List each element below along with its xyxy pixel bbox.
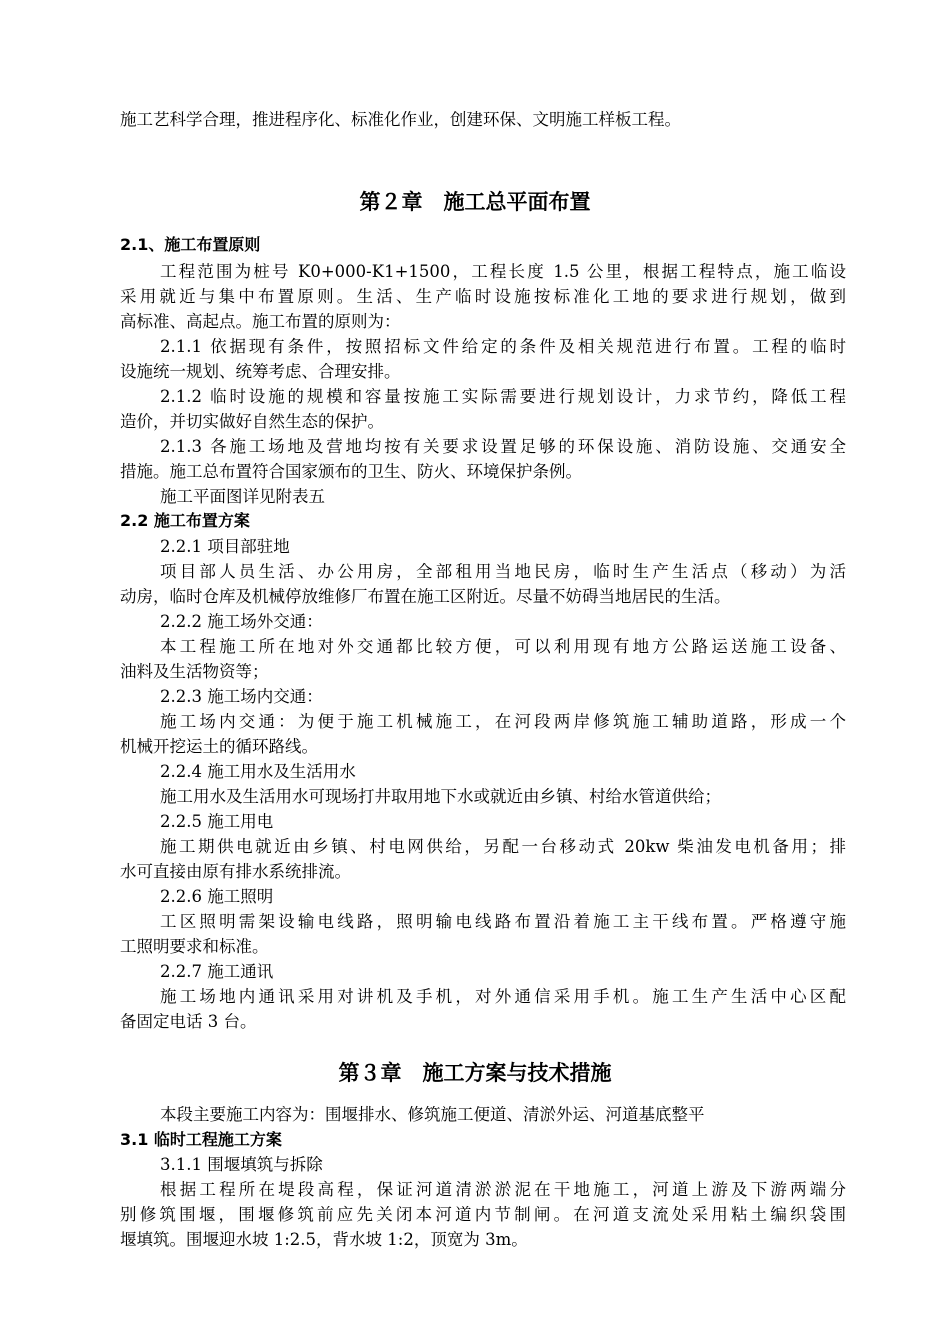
paragraph-line: 水可直接由原有排水系统排流。 [120, 862, 351, 881]
chapter-2-title: 第２章 施工总平面布置 [359, 190, 591, 214]
intro-line: 施工艺科学合理，推进程序化、标准化作业，创建环保、文明施工样板工程。 [120, 110, 681, 129]
paragraph-line: 动房，临时仓库及机械停放维修厂布置在施工区附近。尽量不妨碍当地居民的生活。 [120, 587, 731, 606]
paragraph-line: 根据工程所在堤段高程，保证河道清淤淤泥在干地施工，河道上游及下游两端分 [160, 1180, 846, 1199]
section-2-1-heading: 2.1、施工布置原则 [120, 235, 261, 254]
paragraph-line: 堰填筑。围堰迎水坡 1:2.5，背水坡 1:2，顶宽为 3m。 [120, 1230, 528, 1249]
paragraph-line: 机械开挖运土的循环路线。 [120, 737, 318, 756]
chapter-3-title: 第３章 施工方案与技术措施 [338, 1061, 612, 1085]
paragraph-line: 2.1.1 依据现有条件，按照招标文件给定的条件及相关规范进行布置。工程的临时 [160, 337, 846, 356]
paragraph-line: 造价，并切实做好自然生态的保护。 [120, 412, 384, 431]
paragraph-line: 本工程施工所在地对外交通都比较方便，可以利用现有地方公路运送施工设备、 [160, 637, 846, 656]
paragraph-line: 油料及生活物资等； [120, 662, 269, 681]
subsection-heading: 2.2.7 施工通讯 [160, 962, 274, 981]
paragraph-line: 工程范围为桩号 K0+000-K1+1500，工程长度 1.5 公里，根据工程特点，施工临设 [160, 262, 846, 281]
paragraph-line: 工照明要求和标准。 [120, 937, 269, 956]
paragraph-line: 采用就近与集中布置原则。生活、生产临时设施按标准化工地的要求进行规划，做到 [120, 287, 846, 306]
paragraph-line: 项目部人员生活、办公用房，全部租用当地民房，临时生产生活点（移动）为活 [160, 562, 846, 581]
subsection-heading: 2.2.1 项目部驻地 [160, 537, 290, 556]
section-2-2-heading: 2.2 施工布置方案 [120, 511, 250, 530]
subsection-heading: 2.2.6 施工照明 [160, 887, 274, 906]
paragraph-line: 施工场地内通讯采用对讲机及手机，对外通信采用手机。施工生产生活中心区配 [160, 987, 846, 1006]
paragraph-line: 施工平面图详见附表五 [160, 487, 325, 506]
paragraph-line: 施工用水及生活用水可现场打井取用地下水或就近由乡镇、村给水管道供给； [160, 787, 721, 806]
paragraph-line: 2.1.2 临时设施的规模和容量按施工实际需要进行规划设计，力求节约，降低工程 [160, 387, 846, 406]
subsection-heading: 2.2.2 施工场外交通： [160, 612, 323, 631]
paragraph-line: 措施。施工总布置符合国家颁布的卫生、防火、环境保护条例。 [120, 462, 582, 481]
subsection-heading: 3.1.1 围堰填筑与拆除 [160, 1155, 323, 1174]
paragraph-line: 设施统一规划、统筹考虑、合理安排。 [120, 362, 401, 381]
paragraph-line: 别修筑围堰，围堰修筑前应先关闭本河道内节制闸。在河道支流处采用粘土编织袋围 [120, 1205, 846, 1224]
paragraph-line: 施工期供电就近由乡镇、村电网供给，另配一台移动式 20kw 柴油发电机备用；排 [160, 837, 846, 856]
subsection-heading: 2.2.5 施工用电 [160, 812, 274, 831]
paragraph-line: 工区照明需架设输电线路，照明输电线路布置沿着施工主干线布置。严格遵守施 [160, 912, 846, 931]
paragraph-line: 备固定电话 3 台。 [120, 1012, 257, 1031]
paragraph-line: 施工场内交通：为便于施工机械施工，在河段两岸修筑施工辅助道路，形成一个 [160, 712, 846, 731]
subsection-heading: 2.2.4 施工用水及生活用水 [160, 762, 356, 781]
paragraph-line: 2.1.3 各施工场地及营地均按有关要求设置足够的环保设施、消防设施、交通安全 [160, 437, 846, 456]
paragraph-line: 高标准、高起点。施工布置的原则为： [120, 312, 401, 331]
subsection-heading: 2.2.3 施工场内交通： [160, 687, 323, 706]
paragraph-line: 本段主要施工内容为：围堰排水、修筑施工便道、清淤外运、河道基底整平 [160, 1105, 705, 1124]
section-3-1-heading: 3.1 临时工程施工方案 [120, 1130, 282, 1149]
